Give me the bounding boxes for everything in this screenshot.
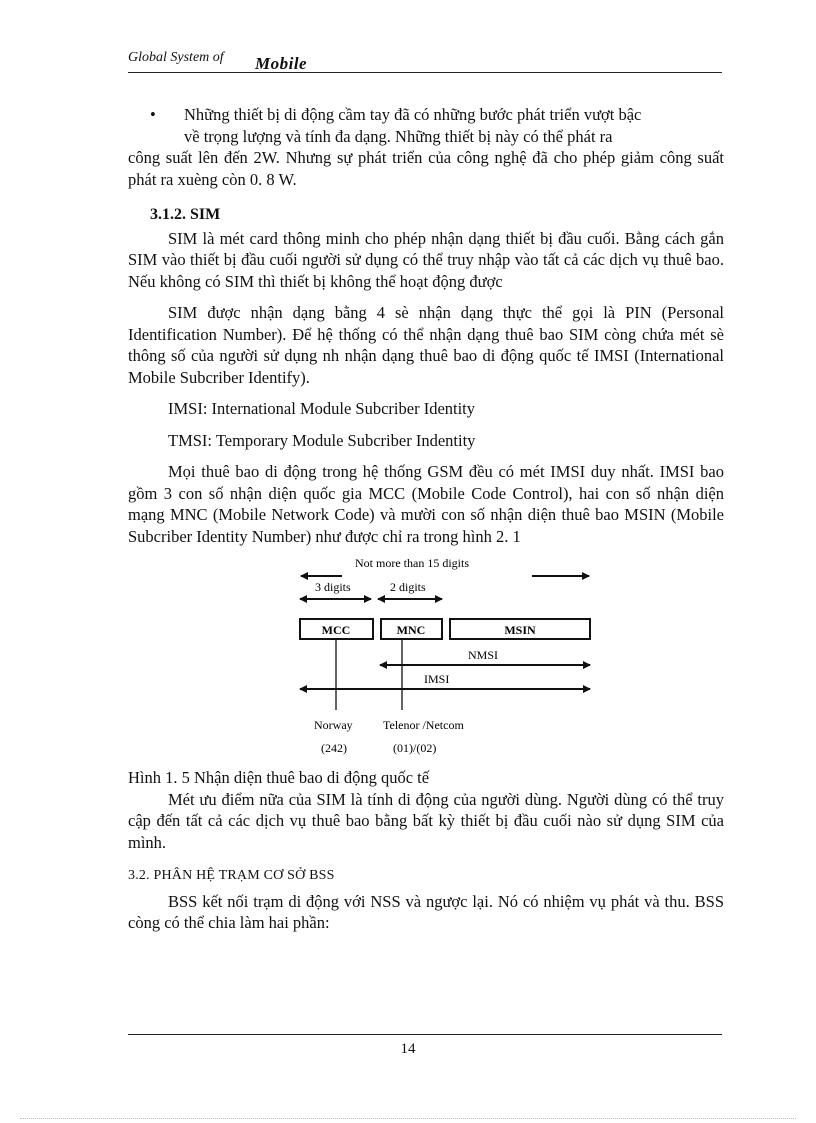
header-title-suffix: Mobile — [255, 54, 308, 73]
nmsi-label: NMSI — [468, 648, 499, 662]
sim-paragraph-2: SIM được nhận dạng bằng 4 sè nhận dạng thực thể gọi là PIN (Personal Identification Number). Để hệ thống có thể nhận dạng thuê bao SIM còng chứa mét sè thông số của người sử dụng nh nhận dạng thuê bao di động quốc tế IMSI (International Mobile Subcriber Identify). — [128, 303, 724, 387]
norway-label: Norway — [314, 718, 353, 732]
sim-paragraph-3: Mọi thuê bao di động trong hệ thống GSM đều có mét IMSI duy nhất. IMSI bao gồm 3 con số nhận diện quốc gia MCC (Mobile Code Control), hai con số nhận diện mạng MNC (Mobile Network Code) và mười con số nhận diện thuê bao MSIN (Mobile Subcriber Identity Number) như được chỉ ra trong hình 2. 1 — [128, 462, 724, 546]
footer-rule — [128, 1034, 722, 1035]
imsi-figure — [128, 555, 724, 767]
section-3-2-heading: 3.2. PHÂN HỆ TRẠM CƠ SỞ BSS — [128, 868, 335, 883]
mnc-label: MNC — [396, 623, 426, 637]
bullet-line-1: Những thiết bị di động cầm tay đã có những bước phát triển vượt bậc — [184, 105, 642, 124]
mcc-label: MCC — [321, 623, 351, 637]
bullet-continuation: công suất lên đến 2W. Nhưng sự phát triển của công nghệ đã cho phép giảm công suất phát ra xuèng còn 0. 8 W. — [128, 148, 724, 189]
bullet-dot: • — [150, 105, 156, 124]
telenor-label: Telenor /Netcom — [383, 718, 464, 732]
msin-label: MSIN — [504, 623, 536, 637]
norway-code: (242) — [321, 741, 347, 755]
bullet-line-2: về trọng lượng và tính đa dạng. Những thiết bị này có thể phát ra — [184, 126, 613, 146]
two-digits-label: 2 digits — [390, 580, 426, 594]
section-title: SIM — [190, 206, 221, 223]
page-number: 14 — [400, 1041, 416, 1057]
telenor-code: (01)/(02) — [393, 741, 437, 755]
sim-paragraph-4: Mét ưu điểm nữa của SIM là tính di động của người dùng. Người dùng có thể truy cập đến tất cả các dịch vụ thuê bao bằng bất kỳ thiết bị đầu cuối nào sử dụng SIM của mình. — [128, 789, 724, 852]
page-header — [128, 48, 722, 73]
bss-paragraph: BSS kết nối trạm di động với NSS và ngược lại. Nó có nhiệm vụ phát và thu. BSS còng có thể chia làm hai phần: — [128, 891, 724, 932]
page-content — [128, 104, 724, 934]
not-more-than-label: Not more than 15 digits — [355, 556, 469, 570]
imsi-definition: IMSI: International Module Subcriber Identity — [168, 399, 476, 418]
header-title-prefix: Global System of — [128, 50, 224, 65]
imsi-diagram — [128, 555, 724, 767]
three-digits-label: 3 digits — [315, 580, 351, 594]
section-3-1-2-heading — [150, 204, 724, 226]
imsi-label: IMSI — [424, 672, 450, 686]
bullet-item — [128, 104, 724, 147]
page-bottom-border — [20, 1118, 796, 1119]
sim-paragraph-1: SIM là mét card thông minh cho phép nhận dạng thiết bị đầu cuối. Bằng cách gắn SIM vào thiết bị đầu cuối người sử dụng có thể truy nhập vào tất cả các dịch vụ thuê bao. Nếu không có SIM thì thiết bị không thể hoạt động được — [128, 228, 724, 291]
tmsi-definition: TMSI: Temporary Module Subcriber Indentity — [168, 430, 476, 450]
section-number: 3.1.2. — [150, 206, 186, 223]
figure-caption: Hình 1. 5 Nhận diện thuê bao di động quốc tế — [128, 768, 430, 787]
